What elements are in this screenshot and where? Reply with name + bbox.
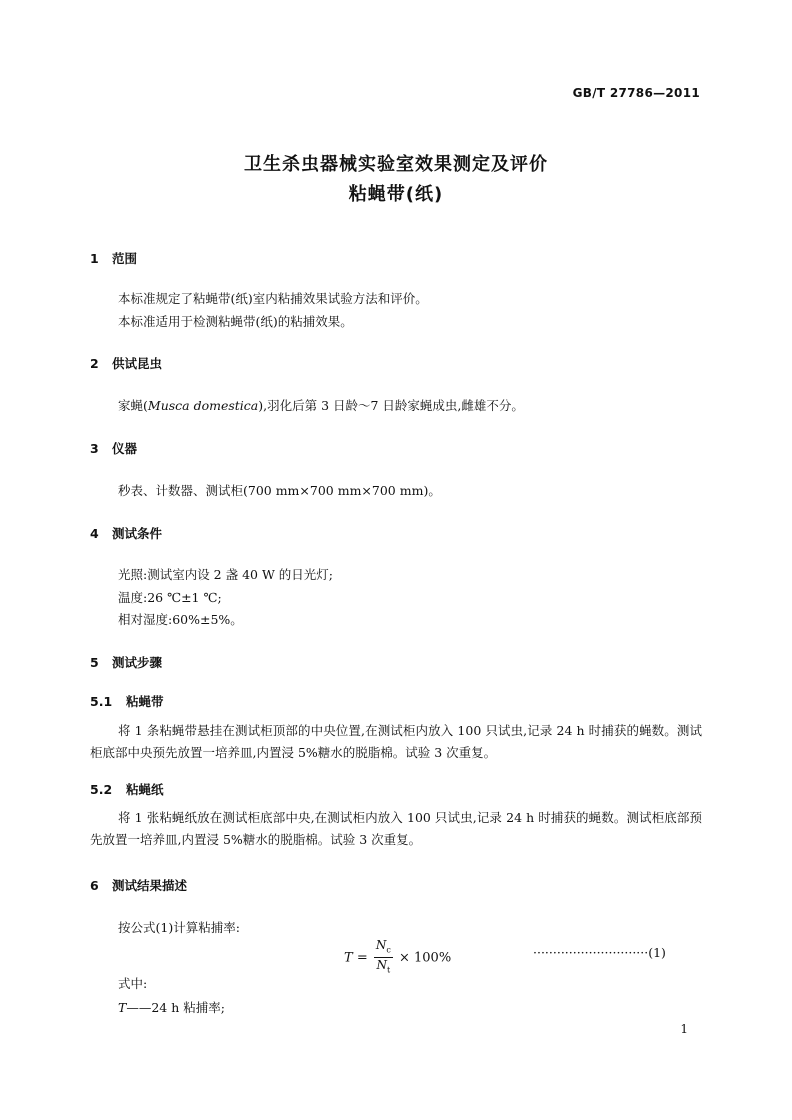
section-title: 测试结果描述 bbox=[112, 878, 188, 893]
page-number: 1 bbox=[680, 1022, 688, 1036]
section-6-intro: 按公式(1)计算粘捕率: bbox=[118, 920, 240, 935]
section-3-paragraph: 秒表、计数器、测试柜(700 mm×700 mm×700 mm)。 bbox=[118, 483, 441, 498]
symbol-definition bbox=[118, 998, 225, 1016]
section-3-heading bbox=[90, 439, 137, 457]
section-title: 仪器 bbox=[112, 441, 138, 456]
section-title: 测试条件 bbox=[112, 526, 163, 541]
numerator-var: N bbox=[375, 938, 387, 952]
section-1-paragraph-2: 本标准适用于检测粘蝇带(纸)的粘捕效果。 bbox=[118, 314, 353, 329]
formula-rhs: × 100% bbox=[398, 950, 452, 966]
section-number: 4 bbox=[90, 526, 99, 541]
section-number: 6 bbox=[90, 878, 99, 893]
section-number: 2 bbox=[90, 356, 99, 371]
section-number: 3 bbox=[90, 441, 99, 456]
document-title: 卫生杀虫器械实验室效果测定及评价 bbox=[244, 154, 548, 175]
document-subtitle: 粘蝇带(纸) bbox=[348, 184, 444, 205]
section-1-heading bbox=[90, 249, 137, 267]
formula-lhs: T bbox=[344, 950, 353, 966]
section-number: 5.2 bbox=[90, 782, 113, 797]
formula-equals: = bbox=[356, 950, 368, 966]
section-6-heading bbox=[90, 876, 187, 894]
section-2-paragraph bbox=[118, 396, 524, 414]
numerator-subscript: c bbox=[386, 945, 391, 955]
section-title: 供试昆虫 bbox=[112, 356, 163, 371]
text-segment: ),羽化后第 3 日龄～7 日龄家蝇成虫,雌雄不分。 bbox=[258, 398, 524, 413]
denominator-var: N bbox=[376, 958, 387, 973]
section-5-1-paragraph: 将 1 条粘蝇带悬挂在测试柜顶部的中央位置,在测试柜内放入 100 只试虫,记录 24 h 时捕获的蝇数。测试柜底部中央预先放置一培养皿,内置浸 5%糖水的脱脂棉。试验 3 次重复。 bbox=[90, 723, 702, 760]
symbol: T bbox=[118, 1000, 127, 1015]
section-2-heading bbox=[90, 354, 162, 372]
section-4-line-2: 温度:26 ℃±1 ℃; bbox=[118, 590, 222, 605]
section-4-heading bbox=[90, 524, 162, 542]
section-5-heading bbox=[90, 653, 162, 671]
section-4-line-3: 相对湿度:60%±5%。 bbox=[118, 612, 243, 627]
equation-number: ·····························(1) bbox=[533, 945, 666, 960]
standard-number: GB/T 27786—2011 bbox=[572, 86, 700, 100]
section-5-2-paragraph: 将 1 张粘蝇纸放在测试柜底部中央,在测试柜内放入 100 只试虫,记录 24 h 时捕获的蝇数。测试柜底部预先放置一培养皿,内置浸 5%糖水的脱脂棉。试验 3 次重复。 bbox=[90, 810, 702, 847]
formula-fraction bbox=[374, 938, 393, 978]
formula-1 bbox=[344, 938, 451, 978]
section-number: 1 bbox=[90, 251, 99, 266]
denominator-subscript: t bbox=[386, 965, 391, 975]
section-number: 5.1 bbox=[90, 694, 113, 709]
text-segment: 家蝇( bbox=[118, 398, 148, 413]
section-number: 5 bbox=[90, 655, 99, 670]
section-title: 测试步骤 bbox=[112, 655, 163, 670]
section-5-2-heading bbox=[90, 780, 164, 798]
section-title: 粘蝇纸 bbox=[126, 782, 164, 797]
formula-numerator bbox=[374, 938, 393, 958]
section-1-paragraph-1: 本标准规定了粘蝇带(纸)室内粘捕效果试验方法和评价。 bbox=[118, 291, 428, 306]
where-label: 式中: bbox=[118, 976, 148, 991]
section-title: 范围 bbox=[112, 251, 138, 266]
formula-denominator bbox=[374, 958, 393, 977]
latin-name: Musca domestica bbox=[147, 398, 259, 413]
section-title: 粘蝇带 bbox=[126, 694, 164, 709]
section-4-line-1: 光照:测试室内设 2 盏 40 W 的日光灯; bbox=[118, 567, 333, 582]
symbol-description: ——24 h 粘捕率; bbox=[126, 1000, 225, 1015]
section-5-1-heading bbox=[90, 692, 164, 710]
